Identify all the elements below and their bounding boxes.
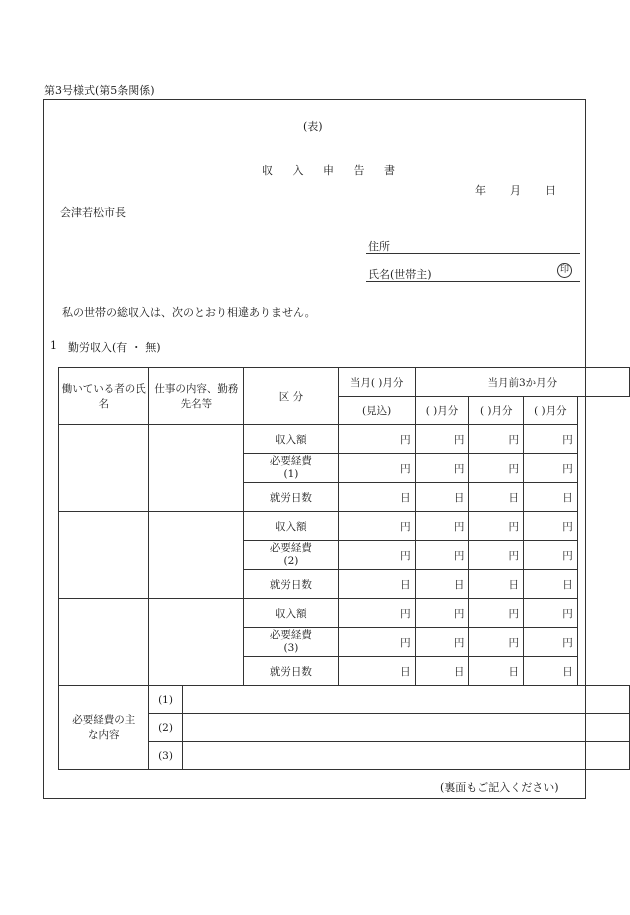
income-label: 収入額	[244, 425, 338, 454]
main-expense-label: 必要経費の主な内容	[59, 686, 149, 770]
day-cell[interactable]: 日	[415, 657, 469, 686]
days-label: 就労日数	[244, 570, 338, 599]
yen-cell[interactable]: 円	[469, 628, 524, 657]
header-current-month: 当月( )月分	[338, 368, 415, 397]
job-content-cell[interactable]	[149, 599, 244, 686]
yen-cell[interactable]: 円	[338, 541, 415, 570]
yen-cell[interactable]: 円	[338, 425, 415, 454]
expense-index: (2)	[149, 714, 182, 742]
date-day-label: 日	[545, 184, 556, 197]
yen-cell[interactable]: 円	[415, 512, 469, 541]
expense-number: (3)	[283, 642, 299, 654]
day-cell[interactable]: 日	[338, 483, 415, 512]
header-month-col: ( )月分	[415, 397, 469, 425]
address-label: 住所	[368, 240, 390, 253]
date-year-label: 年	[475, 184, 486, 197]
yen-cell[interactable]: 円	[469, 599, 524, 628]
expense-text: 必要経費	[269, 629, 312, 641]
form-title: 収 入 申 告 書	[262, 164, 403, 177]
expense-text: 必要経費	[269, 455, 312, 467]
job-content-cell[interactable]	[149, 425, 244, 512]
day-cell[interactable]: 日	[338, 570, 415, 599]
income-label: 収入額	[244, 599, 338, 628]
form-number: 第3号様式(第5条関係)	[44, 84, 155, 97]
yen-cell[interactable]: 円	[524, 628, 578, 657]
day-cell[interactable]: 日	[415, 570, 469, 599]
day-cell[interactable]: 日	[338, 657, 415, 686]
yen-cell[interactable]: 円	[469, 454, 524, 483]
addressee: 会津若松市長	[60, 206, 126, 219]
yen-cell[interactable]: 円	[415, 454, 469, 483]
yen-cell[interactable]: 円	[415, 599, 469, 628]
header-month-col: ( )月分	[524, 397, 578, 425]
header-worker-name: 働いている者の氏名	[59, 368, 149, 425]
yen-cell[interactable]: 円	[524, 599, 578, 628]
yen-cell[interactable]: 円	[415, 628, 469, 657]
yen-cell[interactable]: 円	[524, 512, 578, 541]
day-cell[interactable]: 日	[524, 570, 578, 599]
income-label: 収入額	[244, 512, 338, 541]
section1-number: 1	[50, 339, 57, 352]
day-cell[interactable]: 日	[469, 570, 524, 599]
table-row	[59, 686, 630, 714]
date-month-label: 月	[510, 184, 521, 197]
footer-note: (裏面もご記入ください)	[440, 781, 559, 794]
table-row	[59, 599, 630, 628]
job-content-cell[interactable]	[149, 512, 244, 599]
yen-cell[interactable]: 円	[338, 628, 415, 657]
seal-mark: 印	[557, 263, 572, 278]
worker-name-cell[interactable]	[59, 599, 149, 686]
yen-cell[interactable]: 円	[415, 541, 469, 570]
header-category: 区 分	[244, 368, 338, 425]
main-expense-field[interactable]	[182, 742, 629, 770]
worker-name-cell[interactable]	[59, 512, 149, 599]
days-label: 就労日数	[244, 657, 338, 686]
yen-cell[interactable]: 円	[338, 599, 415, 628]
day-cell[interactable]: 日	[524, 657, 578, 686]
yen-cell[interactable]: 円	[469, 512, 524, 541]
expense-text: 必要経費	[269, 542, 312, 554]
day-cell[interactable]: 日	[469, 657, 524, 686]
yen-cell[interactable]: 円	[338, 454, 415, 483]
expense-number: (2)	[283, 555, 299, 567]
yen-cell[interactable]: 円	[469, 425, 524, 454]
expense-index: (3)	[149, 742, 182, 770]
yen-cell[interactable]: 円	[524, 425, 578, 454]
yen-cell[interactable]: 円	[415, 425, 469, 454]
expense-index: (1)	[149, 686, 182, 714]
yen-cell[interactable]: 円	[469, 541, 524, 570]
main-expense-field[interactable]	[182, 686, 629, 714]
day-cell[interactable]: 日	[524, 483, 578, 512]
statement: 私の世帯の総収入は、次のとおり相違ありません。	[62, 306, 316, 319]
section1-label: 勤労収入(有 ・ 無)	[68, 341, 161, 354]
yen-cell[interactable]: 円	[524, 454, 578, 483]
header-estimate: (見込)	[338, 397, 415, 425]
days-label: 就労日数	[244, 483, 338, 512]
expense-number: (1)	[283, 468, 299, 480]
header-job-content: 仕事の内容、勤務先名等	[149, 368, 244, 425]
table-row	[59, 512, 630, 541]
yen-cell[interactable]: 円	[524, 541, 578, 570]
expense-label	[244, 628, 338, 657]
expense-label	[244, 454, 338, 483]
worker-name-cell[interactable]	[59, 425, 149, 512]
name-line[interactable]	[366, 281, 580, 282]
name-label: 氏名(世帯主)	[368, 268, 432, 281]
expense-label	[244, 541, 338, 570]
address-line[interactable]	[366, 253, 580, 254]
day-cell[interactable]: 日	[469, 483, 524, 512]
face-label: (表)	[303, 120, 323, 133]
income-table	[58, 367, 630, 770]
header-month-col: ( )月分	[469, 397, 524, 425]
main-expense-field[interactable]	[182, 714, 629, 742]
yen-cell[interactable]: 円	[338, 512, 415, 541]
table-row	[59, 425, 630, 454]
day-cell[interactable]: 日	[415, 483, 469, 512]
header-prev-three-months: 当月前3か月分	[415, 368, 629, 397]
